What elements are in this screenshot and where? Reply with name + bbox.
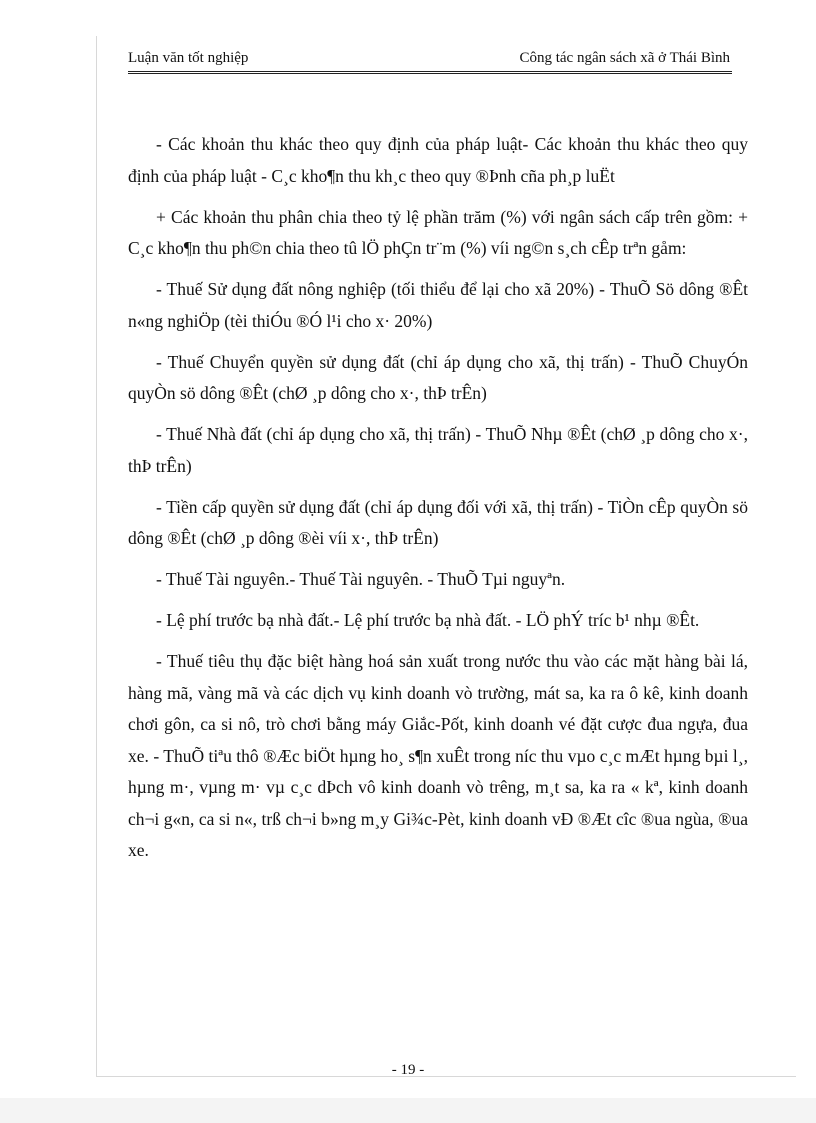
header-right-title: Công tác ngân sách xã ở Thái Bình [519, 50, 730, 66]
running-header [128, 48, 732, 72]
page-bottom-shade [0, 1098, 816, 1123]
page-number: - 19 - [391, 1062, 425, 1078]
paragraph-land-transfer-tax: - Thuế Chuyển quyền sử dụng đất (chỉ áp dụng cho xã, thị trấn) - ThuÕ ChuyÓn quyÒn sö dông ®Êt (chØ ¸p dông cho x·, thÞ trÊn) [128, 351, 748, 403]
paragraph-land-use-fee: - Tiền cấp quyền sử dụng đất (chỉ áp dụng đối với xã, thị trấn) - TiÒn cÊp quyÒn sö dông ®Êt (chØ ¸p dông ®èi víi x·, thÞ trÊn) [128, 496, 748, 548]
body-text [128, 129, 748, 876]
paragraph-special-consumption-tax: - Thuế tiêu thụ đặc biệt hàng hoá sản xuất trong nước thu vào các mặt hàng bài lá, hàng mã, vàng mã và các dịch vụ kinh doanh vò trường, mát sa, ka ra ô kê, kinh doanh chơi gôn, ca si nô, trò chơi bằng máy Giắc-Pốt, kinh doanh vé đặt cược đua ngựa, đua xe. - ThuÕ tiªu thô ®Æc biÖt hµng ho¸ s¶n xuÊt trong níc thu vµo c¸c mÆt hµng bµi l¸, hµng m·, vµng m· vµ c¸c dÞch vô kinh doanh vò trêng, m¸t sa, ka ra « kª, kinh doanh ch¬i g«n, ca si n«, trß ch¬i b»ng m¸y Gi¾c-Pèt, kinh doanh vÐ ®Æt cîc ®ua ngùa, ®ua xe. [128, 651, 748, 860]
paragraph-shared-revenues: + Các khoản thu phân chia theo tỷ lệ phần trăm (%) với ngân sách cấp trên gồm: + C¸c kho¶n thu ph©n chia theo tû lÖ phÇn tr¨m (%) víi ng©n s¸ch cÊp trªn gåm: [128, 206, 748, 258]
header-left-title: Luận văn tốt nghiệp [128, 50, 249, 66]
paragraph-housing-land-tax: - Thuế Nhà đất (chỉ áp dụng cho xã, thị trấn) - ThuÕ Nhµ ®Êt (chØ ¸p dông cho x·, thÞ trÊn) [128, 424, 748, 476]
page-frame-left-line [96, 36, 97, 1076]
header-double-rule [128, 71, 732, 74]
paragraph-resource-tax: - Thuế Tài nguyên.- Thuế Tài nguyên. - ThuÕ Tµi nguyªn. [156, 569, 566, 589]
paragraph-agricultural-land-tax: - Thuế Sử dụng đất nông nghiệp (tối thiểu để lại cho xã 20%) - ThuÕ Sö dông ®Êt n«ng nghiÖp (tèi thiÓu ®Ó l¹i cho x· 20%) [128, 279, 748, 331]
paragraph-registration-fee: - Lệ phí trước bạ nhà đất.- Lệ phí trước bạ nhà đất. - LÖ phÝ tríc b¹ nhµ ®Êt. [156, 610, 700, 630]
paragraph-other-revenues: - Các khoản thu khác theo quy định của pháp luật- Các khoản thu khác theo quy định của pháp luật - C¸c kho¶n thu kh¸c theo quy ®Þnh cña ph¸p luËt [128, 134, 748, 186]
